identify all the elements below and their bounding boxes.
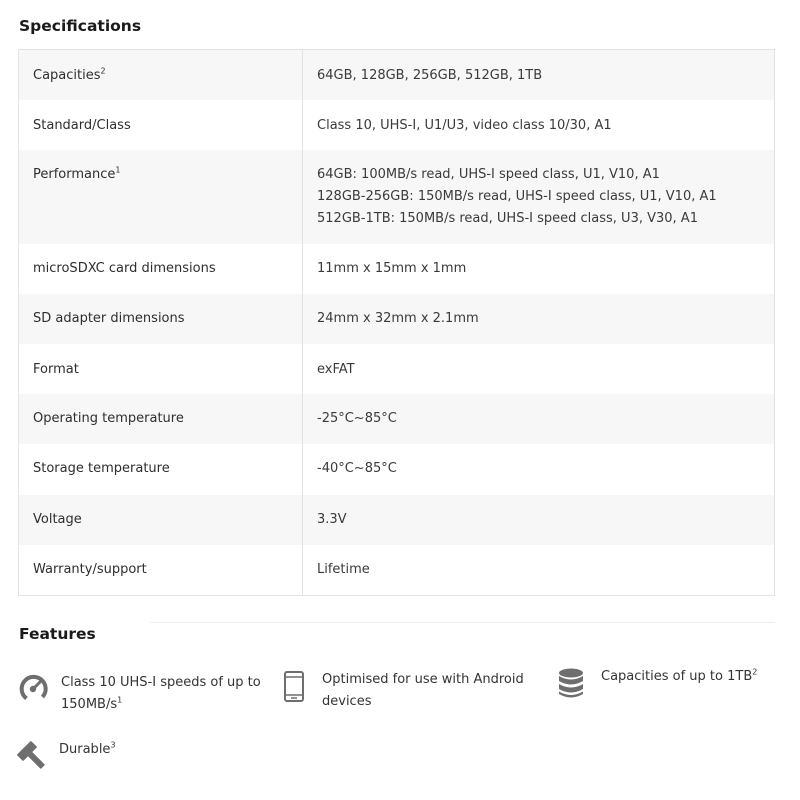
feature-text: Capacities of up to 1TB	[601, 669, 753, 684]
spec-label: Storage temperature	[33, 461, 170, 476]
spec-value-cell	[303, 394, 774, 444]
spec-row	[19, 444, 774, 495]
spec-value: 24mm x 32mm x 2.1mm	[317, 311, 479, 326]
speedometer-icon	[18, 673, 48, 703]
spec-label: Format	[33, 362, 79, 377]
spec-label: Operating temperature	[33, 411, 184, 426]
spec-value-cell	[303, 495, 774, 545]
smartphone-icon	[280, 670, 310, 700]
specifications-table	[18, 49, 775, 596]
footnote-marker: 2	[100, 66, 106, 76]
features-divider	[150, 622, 775, 623]
spec-value: Lifetime	[317, 562, 370, 577]
spec-label: Performance	[33, 167, 116, 182]
spec-row	[19, 545, 774, 595]
specifications-title: Specifications	[19, 17, 142, 35]
spec-value: -25°C~85°C	[317, 411, 397, 426]
spec-label: Warranty/support	[33, 562, 147, 577]
feature-speed	[18, 673, 261, 716]
feature-text: Durable	[59, 742, 111, 757]
feature-text: Optimised for use with Android	[322, 672, 524, 687]
spec-label-cell	[19, 344, 303, 394]
spec-value-cell	[303, 244, 774, 294]
spec-row	[19, 294, 774, 344]
spec-label-cell	[19, 444, 303, 495]
spec-label-cell	[19, 394, 303, 444]
feature-android	[280, 670, 524, 713]
spec-row	[19, 100, 774, 150]
spec-row	[19, 50, 774, 100]
spec-label: microSDXC card dimensions	[33, 261, 216, 276]
spec-value-cell	[303, 344, 774, 394]
feature-text: Class 10 UHS-I speeds of up to	[61, 675, 261, 690]
spec-value: Class 10, UHS-I, U1/U3, video class 10/30, A1	[317, 118, 612, 133]
database-icon	[557, 667, 587, 697]
feature-capacity	[557, 667, 757, 697]
spec-value: 512GB-1TB: 150MB/s read, UHS-I speed class, U3, V30, A1	[317, 211, 698, 226]
spec-value: exFAT	[317, 362, 355, 377]
spec-label-cell	[19, 244, 303, 294]
spec-row	[19, 150, 774, 244]
spec-value: 3.3V	[317, 512, 347, 527]
spec-label-cell	[19, 100, 303, 150]
feature-text-line: devices	[322, 694, 372, 709]
spec-row	[19, 344, 774, 394]
footnote-marker: 1	[117, 695, 123, 705]
spec-value-cell	[303, 150, 774, 244]
spec-value: 128GB-256GB: 150MB/s read, UHS-I speed class, U1, V10, A1	[317, 189, 717, 204]
hammer-icon	[17, 741, 47, 771]
feature-text-line: 150MB/s	[61, 697, 118, 712]
spec-value: 11mm x 15mm x 1mm	[317, 261, 467, 276]
spec-row	[19, 495, 774, 545]
spec-value: -40°C~85°C	[317, 461, 397, 476]
spec-row	[19, 244, 774, 294]
spec-label-cell	[19, 50, 303, 100]
spec-label: SD adapter dimensions	[33, 311, 185, 326]
spec-value: 64GB, 128GB, 256GB, 512GB, 1TB	[317, 68, 543, 83]
spec-value-cell	[303, 444, 774, 495]
spec-value-cell	[303, 50, 774, 100]
spec-row	[19, 394, 774, 444]
spec-label: Standard/Class	[33, 118, 131, 133]
spec-label-cell	[19, 545, 303, 595]
spec-value-cell	[303, 100, 774, 150]
spec-value-cell	[303, 294, 774, 344]
spec-label-cell	[19, 150, 303, 244]
footnote-marker: 1	[115, 165, 121, 175]
spec-label: Capacities	[33, 68, 101, 83]
spec-label: Voltage	[33, 512, 82, 527]
spec-value: 64GB: 100MB/s read, UHS-I speed class, U1, V10, A1	[317, 167, 660, 182]
feature-durable	[17, 741, 116, 771]
spec-label-cell	[19, 495, 303, 545]
features-title: Features	[19, 625, 96, 643]
footnote-marker: 3	[110, 740, 116, 750]
footnote-marker: 2	[752, 667, 758, 677]
spec-value-cell	[303, 545, 774, 595]
spec-label-cell	[19, 294, 303, 344]
